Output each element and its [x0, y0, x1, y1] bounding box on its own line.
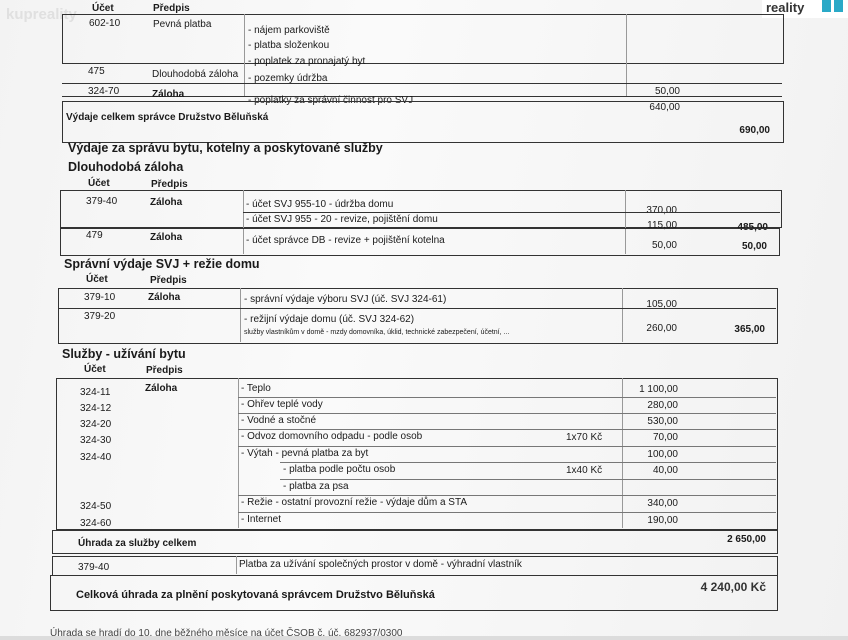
s4-row-amount: 530,00: [647, 416, 678, 427]
s1-r2-item: - pozemky údržba: [248, 73, 328, 84]
s2-r2-ucet: 479: [86, 230, 103, 241]
row-divider: [280, 462, 776, 463]
s2-r2-amount: 50,00: [651, 240, 677, 251]
s3-r2-item: - režijní výdaje domu (úč. SVJ 324-62): [244, 314, 415, 325]
s1-r3-predpis: Záloha: [152, 89, 185, 100]
s4-row-item: - Teplo: [241, 383, 271, 394]
s4-predpis: Záloha: [145, 383, 178, 394]
col-header-predpis: Předpis: [146, 365, 183, 376]
s4-row-ucet: 324-40: [80, 452, 112, 463]
s4-row-amount: 40,00: [652, 465, 678, 476]
s4-row-ucet: 324-12: [80, 403, 112, 414]
s3-r2-ucet: 379-20: [84, 311, 116, 322]
row-divider: [238, 512, 776, 513]
sec4-title: Služby - užívání bytu: [62, 347, 186, 361]
s3-r2-total: 365,00: [734, 324, 765, 335]
s4-row-amount: 280,00: [647, 400, 678, 411]
s3-r1-amount: 105,00: [646, 299, 677, 310]
s3-r2-note: služby vlastníkům v domě - mzdy domovníka, úklid, technické zabezpečení, účetní, ...: [244, 329, 510, 336]
s2-r1-predpis: Záloha: [150, 197, 183, 208]
s4-row-item: - Výtah - pevná platba za byt: [241, 448, 369, 459]
s4-row-ucet: 324-11: [80, 387, 111, 398]
grand-total-value: 4 240,00 Kč: [700, 580, 766, 594]
sec1-total-value: 690,00: [739, 125, 770, 136]
sec4-extra-ucet: 379-40: [78, 562, 110, 573]
col-header-predpis: Předpis: [150, 275, 187, 286]
sec4-total-label: Úhrada za služby celkem: [78, 538, 197, 549]
col-header-ucet: Účet: [92, 3, 114, 14]
s1-r1-ucet: 602-10: [89, 18, 121, 29]
s2-r1-amount1: 370,00: [646, 205, 677, 216]
s4-row-item: - platba podle počtu osob: [283, 464, 396, 475]
col-divider: [240, 288, 241, 342]
s2-r1-amount2: 115,00: [647, 220, 677, 231]
s4-row-amount: 340,00: [647, 498, 678, 509]
row-divider: [280, 479, 776, 480]
sec4-total-value: 2 650,00: [727, 534, 766, 545]
sec3-title: Správní výdaje SVJ + režie domu: [64, 257, 260, 271]
s4-row-item: - Ohřev teplé vody: [241, 399, 323, 410]
s2-r2-total: 50,00: [741, 241, 767, 252]
logo-square-icon: [822, 0, 831, 12]
s4-row-qty: 1x40 Kč: [566, 465, 603, 476]
row-divider: [58, 308, 776, 309]
col-header-predpis: Předpis: [151, 179, 188, 190]
watermark: kupreality: [6, 6, 77, 23]
col-divider: [236, 556, 237, 574]
s1-r3-ucet: 324-70: [88, 86, 120, 97]
s3-r1-item: - správní výdaje výboru SVJ (úč. SVJ 324-61): [244, 294, 447, 305]
grand-total-label: Celková úhrada za plnění poskytovaná správcem Družstvo Běluňská: [76, 589, 435, 601]
col-divider: [238, 378, 239, 528]
s4-row-amount: 70,00: [652, 432, 678, 443]
s4-row-ucet: 324-50: [80, 501, 112, 512]
s1-r1-predpis: Pevná platba: [153, 19, 212, 30]
s2-r1-item1: - účet SVJ 955-10 - údržba domu: [246, 199, 394, 210]
s1-r1-item: - poplatek za pronajatý byt: [248, 56, 366, 67]
col-header-ucet: Účet: [86, 274, 108, 285]
s1-r3-amount: 640,00: [649, 102, 680, 113]
s2-r1-ucet: 379-40: [86, 196, 118, 207]
logo-square-icon: [834, 0, 843, 12]
s1-r2-predpis: Dlouhodobá záloha: [152, 69, 239, 80]
s3-r2-amount: 260,00: [646, 323, 677, 334]
row-divider: [243, 212, 780, 213]
row-divider: [238, 446, 776, 447]
col-header-ucet: Účet: [84, 364, 106, 375]
sec2-subtitle: Dlouhodobá záloha: [68, 160, 184, 174]
sec1-total-label: Výdaje celkem správce Družstvo Běluňská: [66, 112, 269, 123]
footer-note: Úhrada se hradí do 10. dne běžného měsíce na účet ČSOB č. úč. 682937/0300: [50, 628, 403, 639]
s3-r1-ucet: 379-10: [84, 292, 116, 303]
s4-row-item: - platba za psa: [283, 481, 349, 492]
s4-row-amount: 190,00: [647, 515, 678, 526]
s2-r1-item2: - účet SVJ 955 - 20 - revize, pojištění domu: [246, 214, 438, 225]
s2-r2-item: - účet správce DB - revize + pojištění kotelna: [246, 235, 445, 246]
s4-row-ucet: 324-60: [80, 518, 112, 529]
s1-r1-item: - nájem parkoviště: [248, 25, 330, 36]
s1-r1-item: - platba složenkou: [248, 40, 330, 51]
s1-r3-item: - poplatky za správní činnost pro SVJ: [248, 95, 414, 106]
sec2-title: Výdaje za správu bytu, kotelny a poskytované služby: [68, 141, 383, 155]
s4-row-qty: 1x70 Kč: [566, 432, 603, 443]
logo-text: reality: [766, 0, 805, 15]
col-header-ucet: Účet: [88, 178, 110, 189]
row-divider: [238, 413, 776, 414]
s2-r1-total: 485,00: [737, 222, 768, 233]
s4-row-ucet: 324-30: [80, 435, 112, 446]
col-header-predpis: Předpis: [153, 3, 190, 14]
s1-r2-ucet: 475: [88, 66, 105, 77]
row-divider: [238, 429, 776, 430]
sec4-extra-text: Platba za užívání společných prostor v domě - výhradní vlastník: [239, 559, 522, 570]
s4-row-amount: 100,00: [647, 449, 678, 460]
s4-row-item: - Odvoz domovního odpadu - podle osob: [241, 431, 423, 442]
row-divider: [238, 397, 776, 398]
s3-r1-predpis: Záloha: [148, 292, 181, 303]
s4-row-item: - Režie - ostatní provozní režie - výdaje dům a STA: [241, 497, 468, 508]
s4-row-item: - Internet: [241, 514, 282, 525]
s4-row-item: - Vodné a stočné: [241, 415, 317, 426]
s4-row-ucet: 324-20: [80, 419, 112, 430]
row-divider: [238, 495, 776, 496]
s4-row-amount: 1 100,00: [639, 384, 678, 395]
s1-r2-amount: 50,00: [654, 86, 680, 97]
row-divider: [62, 83, 782, 84]
s2-r2-predpis: Záloha: [150, 232, 183, 243]
